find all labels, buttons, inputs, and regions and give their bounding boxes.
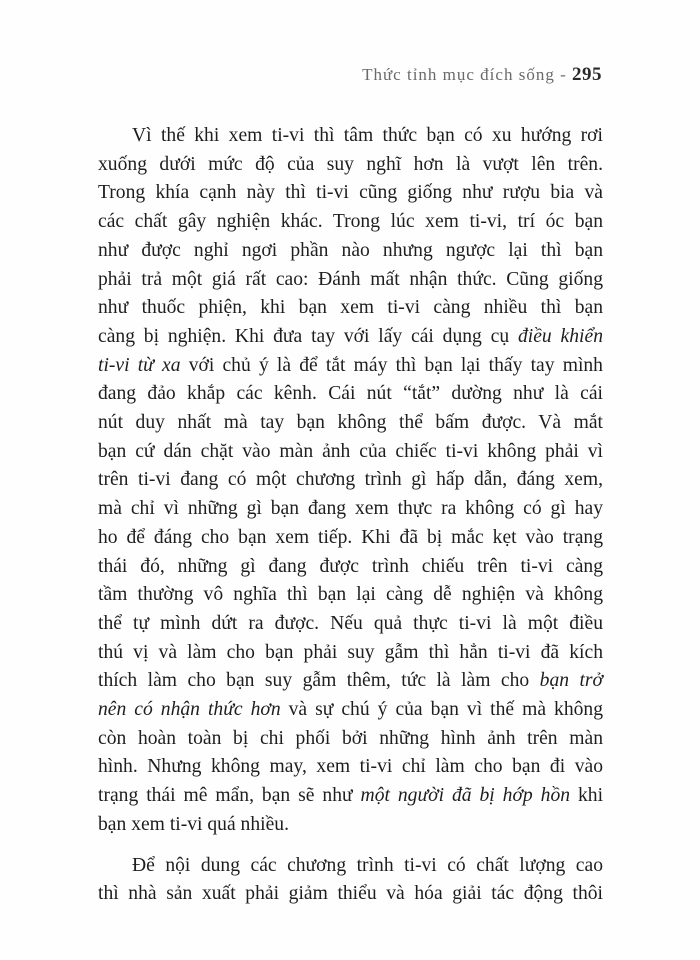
text-line: thì nhà sản xuất phải giảm thiểu và hóa giải tác động thôi	[98, 883, 603, 905]
text-line: hình. Nhưng không may, xem ti-vi chỉ làm cho bạn đi vào	[98, 756, 603, 778]
text-line: thú vị và làm cho bạn phải suy gẫm thì hẳn ti-vi đã kích	[98, 641, 603, 663]
paragraph-1	[98, 122, 603, 840]
text-line: ho để đáng cho bạn xem tiếp. Khi đã bị mắc kẹt vào trạng	[98, 526, 603, 548]
text-line: thích làm cho bạn suy gẫm thêm, tức là làm cho bạn trở	[98, 670, 604, 692]
text-line: còn hoàn toàn bị chi phối bởi những hình ảnh trên màn	[98, 727, 603, 749]
text-line: như thuốc phiện, khi bạn xem ti-vi càng nhiều thì bạn	[98, 297, 603, 319]
text-line: như được nghỉ ngơi phần nào nhưng ngược lại thì bạn	[98, 239, 603, 261]
text-line: tầm thường vô nghĩa thì bạn lại càng dễ nghiện và không	[98, 584, 603, 606]
text-line: Trong khía cạnh này thì ti-vi cũng giống như rượu bia và	[98, 182, 603, 204]
text-line: xuống dưới mức độ của suy nghĩ hơn là vượt lên trên.	[98, 153, 603, 175]
text-line: trạng thái mê mẩn, bạn sẽ như một người đã bị hớp hồn khi	[98, 785, 604, 807]
header-separator: -	[554, 65, 572, 84]
text-line: phải trả một giá rất cao: Đánh mất nhận thức. Cũng giống	[98, 268, 603, 290]
running-header	[362, 64, 602, 86]
text-line: càng bị nghiện. Khi đưa tay với lấy cái dụng cụ điều khiển	[98, 325, 603, 347]
text-line: nên có nhận thức hơn và sự chú ý của bạn vì thế mà không	[98, 699, 604, 721]
text-line: đang đảo khắp các kênh. Cái nút “tắt” dường như là cái	[98, 383, 603, 405]
running-title: Thức tỉnh mục đích sống	[362, 65, 555, 84]
text-line: thái đó, những gì đang được trình chiếu trên ti-vi càng	[98, 555, 603, 577]
text-line: bạn cứ dán chặt vào màn ảnh của chiếc ti-vi không phải vì	[98, 440, 603, 462]
text-line: nút duy nhất mà tay bạn không thể bấm được. Và mắt	[98, 412, 603, 434]
text-line: mà chỉ vì những gì bạn đang xem thực ra không có gì hay	[98, 498, 603, 520]
text-line: Để nội dung các chương trình ti-vi có chất lượng cao	[132, 854, 603, 876]
text-line: các chất gây nghiện khác. Trong lúc xem ti-vi, trí óc bạn	[98, 211, 603, 233]
page-number: 295	[572, 64, 602, 85]
text-line: thể tự mình dứt ra được. Nếu quả thực ti-vi là một điều	[98, 612, 603, 634]
italic-phrase: nên có nhận thức hơn	[98, 699, 281, 721]
paragraph-2	[98, 852, 603, 909]
text-line: Vì thế khi xem ti-vi thì tâm thức bạn có xu hướng rơi	[132, 125, 603, 146]
text-line: ti-vi từ xa với chủ ý là để tắt máy thì bạn lại thấy tay mình	[98, 354, 603, 376]
text-line: trên ti-vi đang có một chương trình gì hấp dẫn, đáng xem,	[98, 469, 603, 491]
italic-phrase: điều khiển	[518, 325, 603, 347]
italic-phrase: bạn trở	[539, 670, 604, 692]
italic-phrase: một người đã bị hớp hồn	[360, 785, 571, 807]
italic-phrase: ti-vi từ xa	[98, 354, 181, 376]
body-text	[98, 122, 603, 909]
text-line: bạn xem ti-vi quá nhiều.	[98, 813, 289, 835]
